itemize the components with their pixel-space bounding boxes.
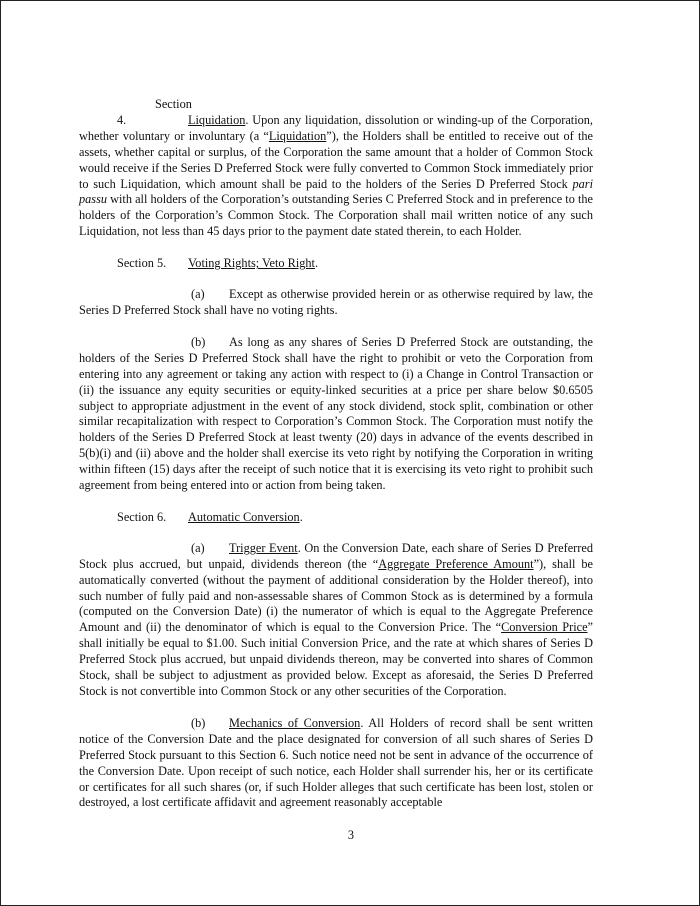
liquidation-defined-term: Liquidation [268,128,327,143]
section-6a-label: (a) [191,540,205,555]
section-5a-text: Except as otherwise provided herein or as otherwise required by law, the Series D Preferred Stock shall have no voting rights. [79,287,593,317]
section-6a-title: Trigger Event [229,540,298,555]
section-4-label: Section 4. [117,97,192,127]
section-5-title: Voting Rights; Veto Right [188,256,315,271]
section-6b-paragraph [79,716,593,811]
section-6-label: Section 6. [117,509,167,524]
section-5-heading [79,256,593,272]
section-5b-label: (b) [191,334,206,349]
page-number: 3 [347,828,355,842]
section-4-text-1: . Upon any liquidation, dissolution or winding-up of the Corporation, whether voluntary or involuntary (a “ [79,112,593,143]
section-6-title: Automatic Conversion [188,509,300,524]
section-5b-paragraph [79,335,593,494]
section-6b-title: Mechanics of Conversion [229,715,361,730]
section-6-period: . [299,509,303,524]
aggregate-preference-amount-term: Aggregate Preference Amount [378,556,534,571]
section-5-label: Section 5. [117,256,167,271]
section-4-title: Liquidation [188,112,246,127]
conversion-price-term: Conversion Price [501,620,588,635]
section-4-text-2: ”), the Holders shall be entitled to receive out of the assets, whether capital or surplus, of the Corporation the same amount that a holder of Common Stock would receive if the Series D Preferred Stock were fully converted to Common Stock immediately prior to such Liquidation, which amount shall be paid to the holders of the Series D Preferred Stock [79,128,593,191]
section-5-period: . [314,256,319,271]
section-6-heading [79,510,593,526]
section-5a-label: (a) [191,287,205,302]
document-body [79,97,593,827]
section-4-text-3: with all holders of the Corporation’s outstanding Series C Preferred Stock and in preference to the holders of the Corporation’s Common Stock. The Corporation shall mail written notice of any such Liquidation, not less than 45 days prior to the payment date stated therein, to each Holder. [79,192,593,239]
pari-passu-italic: pari passu [79,176,593,207]
section-6b-text: . All Holders of record shall be sent written notice of the Conversion Date and the place designated for conversion of all such shares of Series D Preferred Stock pursuant to this Section 6. Such notice need not be sent in advance of the occurrence of the Conversion Date. Upon receipt of such notice, each Holder shall surrender his, her or its certificate or certificates for all such shares (or, if such Holder alleges that such certificate has been lost, stolen or destroyed, a lost certificate affidavit and agreement reasonably acceptable [79,715,593,810]
section-6a-text-1: . On the Conversion Date, each share of Series D Preferred Stock plus accrued, but unpaid, dividends thereon (the “ [79,540,593,571]
section-5a-paragraph [79,287,593,319]
section-6b-label: (b) [191,715,206,730]
section-6a-paragraph [79,541,593,700]
section-6a-text-2: ”), shall be automatically converted (without the payment of additional consideration by the Holder thereof), into such number of fully paid and non-assessable shares of Common Stock as is determined by a formula (computed on the Conversion Date) (i) the numerator of which is equal to the Aggregate Preference Amount and (ii) the denominator of which is equal to the Conversion Price. The “ [79,556,593,635]
section-4-paragraph [79,97,593,240]
section-5b-text: As long as any shares of Series D Preferred Stock are outstanding, the holders of the Series D Preferred Stock shall have the right to prohibit or veto the Corporation from entering into any agreement or taking any action with respect to (i) a Change in Control Transaction or (ii) the issuance any equity securities or equity-linked securities at a price per share below $0.6505 subject to appropriate adjustment in the event of any stock dividend, stock split, combination or other similar recapitalization with respect to Corporation’s Common Stock. The Corporation must notify the holders of the Series D Preferred Stock at least twenty (20) days in advance of the events described in 5(b)(i) and (ii) above and the holder shall exercise its veto right by notifying the Corporation in writing within fifteen (15) days after the receipt of such notice that it is exercising its veto right to prohibit such agreement from being entered into or action from being taken. [79,334,593,493]
section-6a-text-3: ” shall initially be equal to $1.00. Such initial Conversion Price, and the rate at which shares of Series D Preferred Stock plus accrued, but unpaid dividends thereon, may be converted into shares of Common Stock, shall be subject to adjustment as provided below. Except as aforesaid, the Series D Preferred Stock is not convertible into Common Stock or any other securities of the Corporation. [79,620,593,698]
